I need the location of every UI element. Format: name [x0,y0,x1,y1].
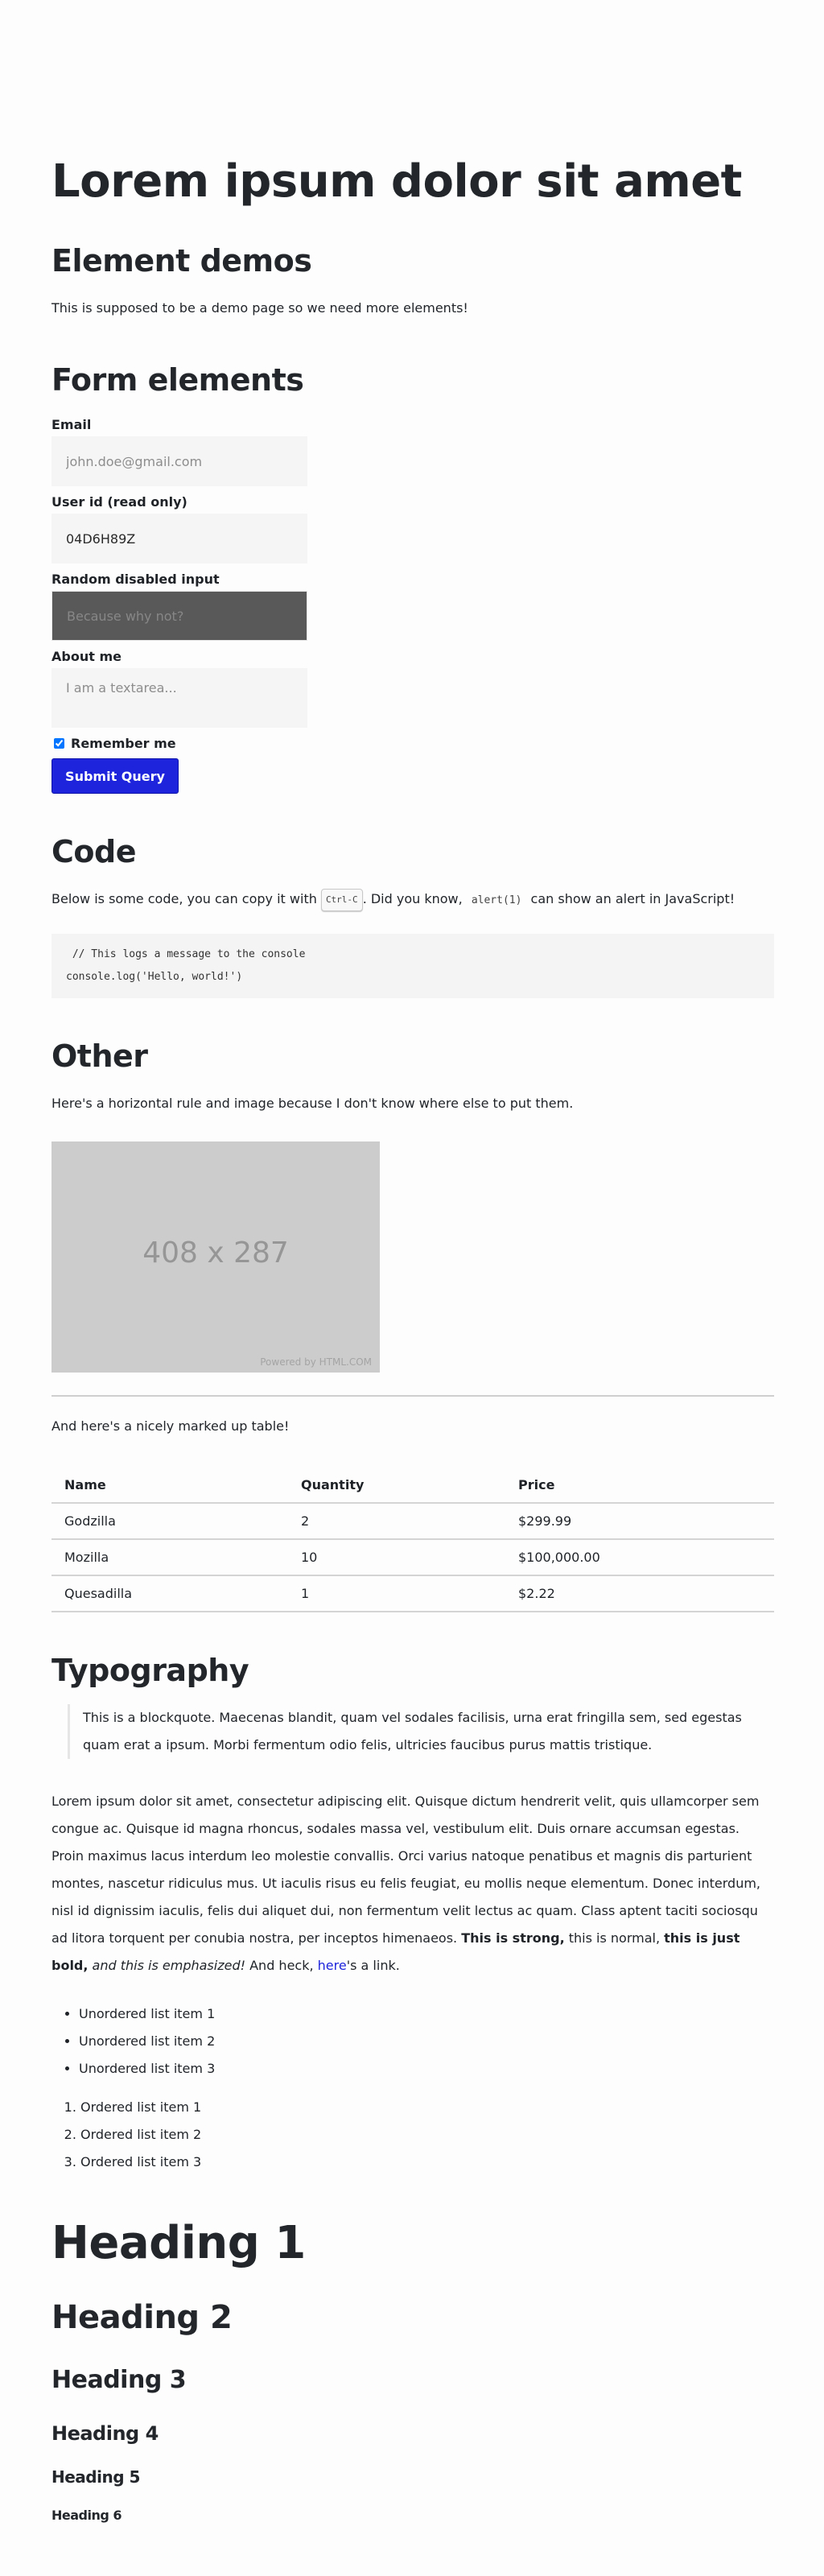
email-field[interactable] [52,436,307,486]
email-label: Email [52,417,92,432]
about-me-label: About me [52,649,122,664]
bold-text: this is just bold, [52,1930,740,1973]
list-item: 2. Ordered list item 2 [80,2121,774,2149]
code-block [52,934,774,998]
code-heading: Code [52,834,136,869]
horizontal-rule [52,1395,774,1397]
blockquote: This is a blockquote. Maecenas blandit, quam vel sodales facilisis, urna erat fringilla sem, sed egestas quam erat a ipsum. Morbi fermentum odio felis, ultricies faucibus purus mattis tristique. [68,1704,758,1759]
lorem-text: Lorem ipsum dolor sit amet, consectetur adipiscing elit. Quisque dictum hendrerit velit, quis ullamcorper sem congue ac. Quisque id magna rhoncus, sodales massa vel, vestibulum elit. Duis ornare accumsan egestas. Proin maximus lacus interdum leo molestie convallis. Orci varius natoque penatibus et magnis dis parturient montes, nascetur ridiculus mus. Ut iaculis risus eu felis feugiat, eu mollis neque elementum. Donec interdum, nisl id dignissim iaculis, felis dui aliquet dui, non fermentum velit lectus ac quam. Class aptent taciti sociosqu ad litora torquent per conubia nostra, per inceptos himenaeos. [52,1794,760,1946]
normal-text: this is normal, [564,1930,665,1946]
table-row [52,1503,774,1539]
page-title: Lorem ipsum dolor sit amet [52,155,742,208]
code-intro-text-1: Below is some code, you can copy it with [52,891,321,906]
table-cell-quantity: 1 [288,1575,505,1612]
code-intro-text-3: can show an alert in JavaScript! [526,891,735,906]
table-row [52,1575,774,1612]
table-cell-name: Mozilla [52,1539,288,1575]
unordered-list [52,2000,774,2083]
demo-form [52,414,307,794]
placeholder-image [52,1141,380,1373]
price-table [52,1468,774,1612]
list-item: • Unordered list item 1 [79,2000,774,2028]
link-after-text: 's a link. [346,1958,400,1973]
remember-me-row [52,733,307,753]
inline-code: alert(1) [471,894,522,906]
disabled-input [52,591,307,641]
here-link[interactable]: here [317,1958,347,1973]
strong-text: This is strong, [461,1930,565,1946]
userid-label: User id (read only) [52,494,187,510]
list-item: 3. Ordered list item 3 [80,2149,774,2176]
table-cell-quantity: 10 [288,1539,505,1575]
table-intro: And here's a nicely marked up table! [52,1418,290,1434]
page [52,0,774,2525]
table-header-row [52,1468,774,1503]
table-cell-price: $2.22 [505,1575,774,1612]
remember-me-checkbox[interactable] [54,738,64,749]
placeholder-image-credit: Powered by HTML.COM [260,1356,372,1368]
heading-1: Heading 1 [52,2217,306,2269]
table-cell-price: $100,000.00 [505,1539,774,1575]
other-heading: Other [52,1038,148,1074]
lorem-paragraph [52,1788,774,1979]
ordered-list [52,2094,774,2176]
table-cell-name: Godzilla [52,1503,288,1539]
heading-2: Heading 2 [52,2299,233,2336]
code-line-1: // This logs a message to the console [66,948,306,960]
typography-heading: Typography [52,1653,249,1688]
list-item: • Unordered list item 3 [79,2055,774,2083]
element-demos-heading: Element demos [52,243,312,279]
form-elements-heading: Form elements [52,362,304,398]
table-cell-price: $299.99 [505,1503,774,1539]
code-line-2: console.log('Hello, world!') [66,971,243,983]
heading-4: Heading 4 [52,2422,159,2445]
remember-me-label: Remember me [71,735,176,751]
table-row [52,1539,774,1575]
other-intro: Here's a horizontal rule and image because I don't know where else to put them. [52,1096,574,1111]
about-me-textarea[interactable] [52,668,307,728]
table-cell-name: Quesadilla [52,1575,288,1612]
table-header-price: Price [505,1468,774,1503]
list-item: 1. Ordered list item 1 [80,2094,774,2121]
emphasized-text: and this is emphasized! [88,1958,246,1973]
heading-5: Heading 5 [52,2467,140,2487]
code-intro [52,886,774,914]
heading-3: Heading 3 [52,2366,187,2394]
submit-button[interactable]: Submit Query [52,758,179,794]
keyboard-shortcut: Ctrl-C [321,889,363,911]
placeholder-image-size: 408 x 287 [142,1236,289,1269]
table-header-quantity: Quantity [288,1468,505,1503]
heading-6: Heading 6 [52,2508,122,2523]
userid-field[interactable] [52,514,307,564]
code-intro-text-2: . Did you know, [362,891,467,906]
table-cell-quantity: 2 [288,1503,505,1539]
table-header-name: Name [52,1468,288,1503]
list-item: • Unordered list item 2 [79,2028,774,2055]
disabled-input-label: Random disabled input [52,572,220,587]
element-demos-intro: This is supposed to be a demo page so we need more elements! [52,300,468,316]
heck-text: And heck, [245,1958,318,1973]
